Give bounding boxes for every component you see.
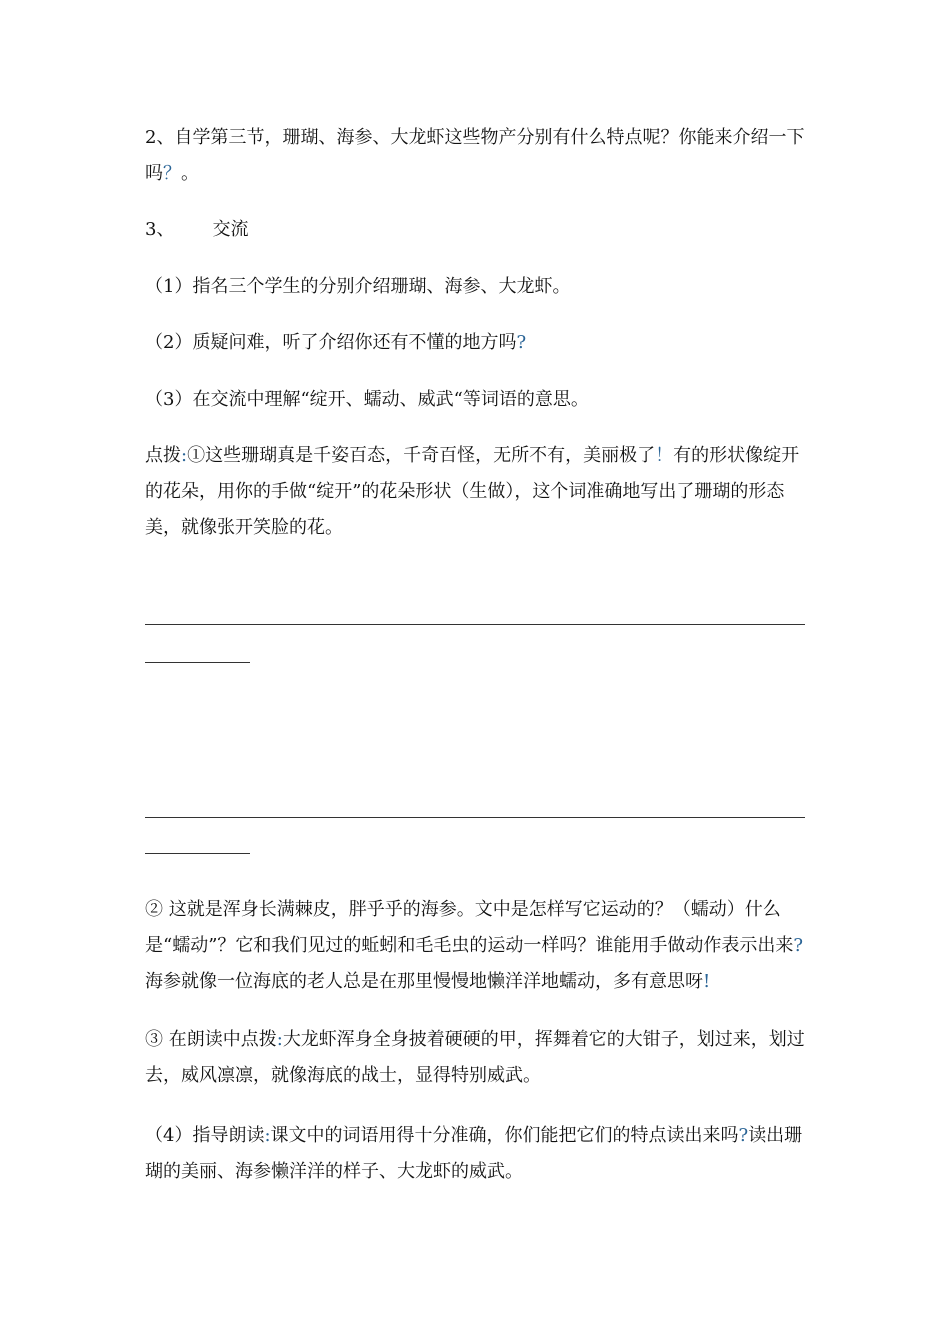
paragraph-text: （1）指名三个学生的分别介绍珊瑚、海参、大龙虾。: [145, 276, 571, 297]
paragraph-item-2: [145, 325, 810, 361]
paragraph-self-study: [145, 120, 810, 192]
paragraph-text: 有的形状像绽开的花朵，用你的手做“绽开”的花朵形状（生做），这个词准确地写出了珊瑚的形态美，就像张开笑脸的花。: [145, 445, 800, 538]
exclamation-mark: !: [703, 971, 711, 992]
paragraph-text: 课文中的词语用得十分准确，你们能把它们的特点读出来吗: [270, 1125, 739, 1146]
paragraph-end: 。: [181, 163, 199, 184]
section-number: 3、: [145, 219, 175, 240]
paragraph-text: 大龙虾浑身全身披着硬硬的甲，挥舞着它的大钳子，划过来，划过去，威风凛凛，就像海底的战士，显得特别威武。: [145, 1029, 805, 1086]
question-mark: ?: [516, 332, 527, 353]
paragraph-lobster: [145, 1022, 810, 1094]
paragraph-text: （2）质疑问难，听了介绍你还有不懂的地方吗: [145, 332, 517, 353]
paragraph-text: （4）指导朗读: [145, 1125, 265, 1146]
section-title: 交流: [212, 219, 249, 240]
paragraph-text: （3）在交流中理解“绽开、蠕动、威武“等词语的意思。: [145, 389, 589, 410]
guidance-label: 点拨: [145, 445, 181, 466]
question-mark: ?: [738, 1125, 749, 1146]
colon: :: [181, 445, 188, 466]
paragraph-text: ② 这就是浑身长满棘皮，胖乎乎的海参。文中是怎样写它运动的？（蠕动）什么是“蠕动”？它和我们见过的蚯蚓和毛毛虫的运动一样吗？谁能用手做动作表示出来: [145, 899, 794, 956]
blank-line: [145, 853, 250, 854]
blank-line: [145, 624, 805, 625]
paragraph-text: ①这些珊瑚真是千姿百态，千奇百怪，无所不有，美丽极了: [187, 445, 656, 466]
paragraph-sea-cucumber: [145, 892, 810, 1000]
colon: :: [276, 1029, 283, 1050]
paragraph-text: 海参就像一位海底的老人总是在那里慢慢地懒洋洋地蠕动，多有意思呀: [145, 971, 703, 992]
blank-line: [145, 662, 250, 663]
paragraph-reading-guidance: [145, 1118, 810, 1190]
paragraph-item-3: [145, 382, 810, 418]
question-mark: ？: [163, 163, 181, 184]
paragraph-text: 2、自学第三节，珊瑚、海参、大龙虾这些物产分别有什么特点呢？你能来介绍一下吗: [145, 127, 805, 184]
paragraph-text: 读出珊瑚的美丽、海参懒洋洋的样子、大龙虾的威武。: [145, 1125, 803, 1182]
paragraph-text: ③ 在朗读中点拨: [145, 1029, 277, 1050]
paragraph-item-1: [145, 269, 810, 305]
question-mark: ?: [793, 935, 804, 956]
blank-line: [145, 817, 805, 818]
colon: :: [264, 1125, 271, 1146]
exclamation-mark: ！: [655, 445, 674, 466]
paragraph-guidance-coral: [145, 438, 810, 546]
section-heading-exchange: [145, 212, 810, 248]
